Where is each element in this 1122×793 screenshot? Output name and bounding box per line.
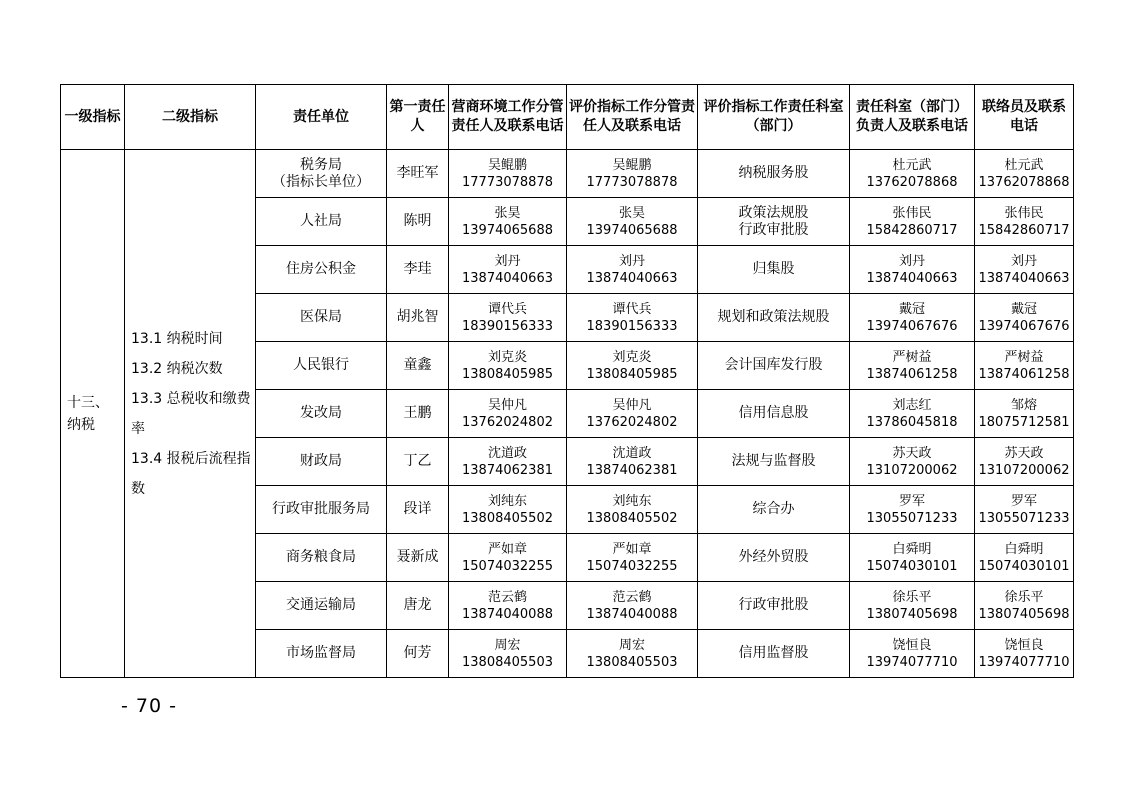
first-person-cell: 唐龙: [387, 582, 449, 630]
unit-cell: [256, 438, 387, 486]
phone-number: 15842860717: [866, 222, 958, 238]
header-dept-head: 责任科室（部门）负责人及联系电话: [850, 85, 975, 150]
phone-number: 15074030101: [866, 558, 958, 574]
person-name: 刘克炎: [487, 349, 527, 365]
header-business-env: 营商环境工作分管责任人及联系电话: [449, 85, 567, 150]
unit-name-line: 财政局: [300, 453, 342, 469]
phone-number: 13107200062: [978, 462, 1070, 478]
header-level1: 一级指标: [61, 85, 125, 150]
header-liaison: 联络员及联系电话: [975, 85, 1074, 150]
business-env-contact: [449, 198, 567, 246]
person-name: 杜元武: [1004, 157, 1044, 173]
phone-number: 13808405503: [462, 654, 553, 670]
business-env-contact: [449, 486, 567, 534]
phone-number: 18390156333: [586, 318, 678, 334]
person-name: 谭代兵: [487, 301, 527, 317]
liaison-contact: [975, 630, 1074, 678]
person-name: 刘志红: [892, 397, 932, 413]
phone-number: 13107200062: [866, 462, 958, 478]
phone-number: 13874040088: [586, 606, 678, 622]
person-name: 戴冠: [898, 301, 925, 317]
unit-cell: [256, 582, 387, 630]
person-name: 周宏: [494, 637, 521, 653]
unit-name-line: 交通运输局: [286, 597, 356, 613]
dept-head-contact: [850, 630, 975, 678]
person-name: 白舜明: [892, 541, 932, 557]
unit-name-line: 人社局: [300, 213, 342, 229]
person-name: 刘纯东: [487, 493, 527, 509]
unit-name-line: 医保局: [300, 309, 342, 325]
business-env-contact: [449, 150, 567, 198]
unit-cell: [256, 630, 387, 678]
phone-number: 13874061258: [866, 366, 958, 382]
eval-dept-cell: [698, 294, 850, 342]
phone-number: 13762024802: [586, 414, 678, 430]
person-name: 白舜明: [1004, 541, 1044, 557]
person-name: 刘丹: [1010, 253, 1037, 269]
unit-cell: [256, 150, 387, 198]
eval-dept-cell: [698, 150, 850, 198]
unit-name-line: 行政审批服务局: [272, 501, 370, 517]
phone-number: 13974067676: [978, 318, 1070, 334]
phone-number: 13874040663: [866, 270, 958, 286]
person-name: 张伟民: [1004, 205, 1044, 221]
eval-manager-contact: [567, 342, 698, 390]
person-name: 吴鲲鹏: [487, 157, 527, 173]
eval-manager-contact: [567, 246, 698, 294]
unit-cell: [256, 390, 387, 438]
header-eval-manager: 评价指标工作分管责任人及联系电话: [567, 85, 698, 150]
person-name: 严如章: [612, 541, 652, 557]
phone-number: 17773078878: [462, 174, 553, 190]
level1-indicator: [61, 150, 125, 678]
dept-name-line: 政策法规股: [738, 204, 809, 221]
eval-manager-contact: [567, 486, 698, 534]
phone-number: 13874040663: [586, 270, 678, 286]
first-person-cell: 李旺军: [387, 150, 449, 198]
phone-number: 13786045818: [866, 414, 958, 430]
person-name: 刘丹: [898, 253, 925, 269]
person-name: 饶恒良: [1004, 637, 1044, 653]
eval-manager-contact: [567, 630, 698, 678]
level2-indicator-item: 13.2 纳税次数: [131, 360, 223, 377]
phone-number: 18075712581: [978, 414, 1070, 430]
person-name: 刘纯东: [612, 493, 652, 509]
person-name: 张昊: [618, 205, 645, 221]
header-level2: 二级指标: [125, 85, 256, 150]
phone-number: 13974065688: [462, 222, 553, 238]
unit-name-line: 住房公积金: [286, 261, 356, 277]
person-name: 吴仲凡: [487, 397, 527, 413]
eval-manager-contact: [567, 534, 698, 582]
person-name: 徐乐平: [892, 589, 932, 605]
person-name: 范云鹤: [612, 589, 652, 605]
first-person-cell: 胡兆智: [387, 294, 449, 342]
eval-dept-cell: [698, 582, 850, 630]
person-name: 徐乐平: [1004, 589, 1044, 605]
first-person-cell: 李珪: [387, 246, 449, 294]
phone-number: 13762024802: [462, 414, 553, 430]
unit-cell: [256, 246, 387, 294]
eval-manager-contact: [567, 294, 698, 342]
dept-name-line: 归集股: [752, 261, 795, 277]
unit-cell: [256, 534, 387, 582]
header-unit: 责任单位: [256, 85, 387, 150]
dept-head-contact: [850, 150, 975, 198]
liaison-contact: [975, 438, 1074, 486]
unit-cell: [256, 294, 387, 342]
person-name: 杜元武: [892, 157, 932, 173]
dept-name-line: 法规与监督股: [731, 453, 816, 469]
person-name: 戴冠: [1010, 301, 1037, 317]
first-person-cell: 段详: [387, 486, 449, 534]
phone-number: 13808405502: [586, 510, 678, 526]
eval-dept-cell: [698, 198, 850, 246]
liaison-contact: [975, 246, 1074, 294]
unit-name-line: 商务粮食局: [286, 549, 356, 565]
phone-number: 13974065688: [586, 222, 678, 238]
phone-number: 15074032255: [586, 558, 678, 574]
first-person-cell: 童鑫: [387, 342, 449, 390]
dept-name-line: 综合办: [752, 501, 795, 517]
phone-number: 13874062381: [462, 462, 553, 478]
first-person-cell: 何芳: [387, 630, 449, 678]
phone-number: 13808405503: [586, 654, 678, 670]
phone-number: 13874040663: [978, 270, 1070, 286]
person-name: 刘丹: [618, 253, 645, 269]
eval-manager-contact: [567, 438, 698, 486]
person-name: 严如章: [487, 541, 527, 557]
phone-number: 13874040088: [462, 606, 553, 622]
unit-cell: [256, 342, 387, 390]
person-name: 周宏: [618, 637, 645, 653]
phone-number: 13055071233: [978, 510, 1070, 526]
business-env-contact: [449, 390, 567, 438]
person-name: 罗军: [898, 493, 925, 509]
eval-dept-cell: [698, 534, 850, 582]
liaison-contact: [975, 390, 1074, 438]
phone-number: 13055071233: [866, 510, 958, 526]
person-name: 张伟民: [892, 205, 932, 221]
liaison-contact: [975, 342, 1074, 390]
dept-head-contact: [850, 438, 975, 486]
page-number: - 70 -: [121, 695, 177, 717]
business-env-contact: [449, 534, 567, 582]
unit-name-line: 税务局: [300, 156, 342, 173]
liaison-contact: [975, 534, 1074, 582]
table-row: [61, 150, 1074, 198]
business-env-contact: [449, 630, 567, 678]
unit-cell: [256, 486, 387, 534]
person-name: 罗军: [1010, 493, 1037, 509]
phone-number: 13974067676: [866, 318, 958, 334]
phone-number: 13974077710: [978, 654, 1070, 670]
person-name: 沈道政: [487, 445, 527, 461]
phone-number: 17773078878: [586, 174, 678, 190]
first-person-cell: 陈明: [387, 198, 449, 246]
person-name: 刘克炎: [612, 349, 652, 365]
dept-name-line: 信用监督股: [738, 645, 809, 661]
unit-name-line: 市场监督局: [286, 645, 356, 661]
person-name: 饶恒良: [892, 637, 932, 653]
phone-number: 13808405502: [462, 510, 553, 526]
dept-head-contact: [850, 534, 975, 582]
eval-dept-cell: [698, 630, 850, 678]
liaison-contact: [975, 150, 1074, 198]
phone-number: 13807405698: [978, 606, 1070, 622]
liaison-contact: [975, 294, 1074, 342]
table-header-row: [61, 85, 1074, 150]
person-name: 沈道政: [612, 445, 652, 461]
eval-manager-contact: [567, 390, 698, 438]
first-person-cell: 聂新成: [387, 534, 449, 582]
level1-indicator-text: 十三、纳税: [67, 394, 109, 433]
person-name: 邹熔: [1010, 397, 1037, 413]
header-eval-dept: 评价指标工作责任科室（部门）: [698, 85, 850, 150]
eval-manager-contact: [567, 150, 698, 198]
dept-name-line: 规划和政策法规股: [717, 309, 830, 325]
business-env-contact: [449, 582, 567, 630]
phone-number: 13807405698: [866, 606, 958, 622]
unit-name-line: 发改局: [300, 405, 342, 421]
unit-name-line: 人民银行: [293, 357, 349, 373]
level2-indicator-item: 13.4 报税后流程指数: [131, 450, 251, 497]
header-first-person: 第一责任人: [387, 85, 449, 150]
dept-head-contact: [850, 294, 975, 342]
first-person-cell: 王鹏: [387, 390, 449, 438]
phone-number: 13808405985: [462, 366, 553, 382]
phone-number: 13974077710: [866, 654, 958, 670]
person-name: 苏天政: [892, 445, 932, 461]
unit-cell: [256, 198, 387, 246]
dept-name-line: 纳税服务股: [738, 165, 809, 181]
eval-manager-contact: [567, 198, 698, 246]
eval-dept-cell: [698, 438, 850, 486]
phone-number: 13874061258: [978, 366, 1070, 382]
phone-number: 13874062381: [586, 462, 678, 478]
liaison-contact: [975, 486, 1074, 534]
phone-number: 15074030101: [978, 558, 1070, 574]
dept-name-line: 行政审批股: [738, 221, 809, 238]
phone-number: 13874040663: [462, 270, 553, 286]
dept-name-line: 外经外贸股: [738, 549, 809, 565]
business-env-contact: [449, 342, 567, 390]
person-name: 范云鹤: [487, 589, 527, 605]
phone-number: 15074032255: [462, 558, 553, 574]
dept-head-contact: [850, 342, 975, 390]
eval-dept-cell: [698, 486, 850, 534]
eval-dept-cell: [698, 246, 850, 294]
responsibility-table: [60, 84, 1074, 678]
dept-head-contact: [850, 486, 975, 534]
business-env-contact: [449, 246, 567, 294]
eval-dept-cell: [698, 342, 850, 390]
person-name: 严树益: [1004, 349, 1044, 365]
eval-manager-contact: [567, 582, 698, 630]
phone-number: 13762078868: [978, 174, 1070, 190]
person-name: 吴仲凡: [612, 397, 652, 413]
liaison-contact: [975, 582, 1074, 630]
unit-name-line: （指标长单位）: [272, 173, 370, 190]
phone-number: 13762078868: [866, 174, 958, 190]
eval-dept-cell: [698, 390, 850, 438]
dept-head-contact: [850, 582, 975, 630]
first-person-cell: 丁乙: [387, 438, 449, 486]
level2-indicator-item: 13.3 总税收和缴费率: [131, 390, 251, 437]
dept-name-line: 行政审批股: [738, 597, 809, 613]
business-env-contact: [449, 294, 567, 342]
dept-name-line: 会计国库发行股: [724, 357, 823, 373]
person-name: 吴鲲鹏: [612, 157, 652, 173]
person-name: 刘丹: [494, 253, 521, 269]
person-name: 苏天政: [1004, 445, 1044, 461]
dept-head-contact: [850, 390, 975, 438]
liaison-contact: [975, 198, 1074, 246]
level2-indicator-item: 13.1 纳税时间: [131, 330, 223, 347]
dept-head-contact: [850, 198, 975, 246]
business-env-contact: [449, 438, 567, 486]
phone-number: 13808405985: [586, 366, 678, 382]
phone-number: 15842860717: [978, 222, 1070, 238]
dept-head-contact: [850, 246, 975, 294]
person-name: 谭代兵: [612, 301, 652, 317]
person-name: 张昊: [494, 205, 521, 221]
level2-indicators: [125, 150, 256, 678]
dept-name-line: 信用信息股: [738, 405, 809, 421]
person-name: 严树益: [892, 349, 932, 365]
phone-number: 18390156333: [462, 318, 553, 334]
